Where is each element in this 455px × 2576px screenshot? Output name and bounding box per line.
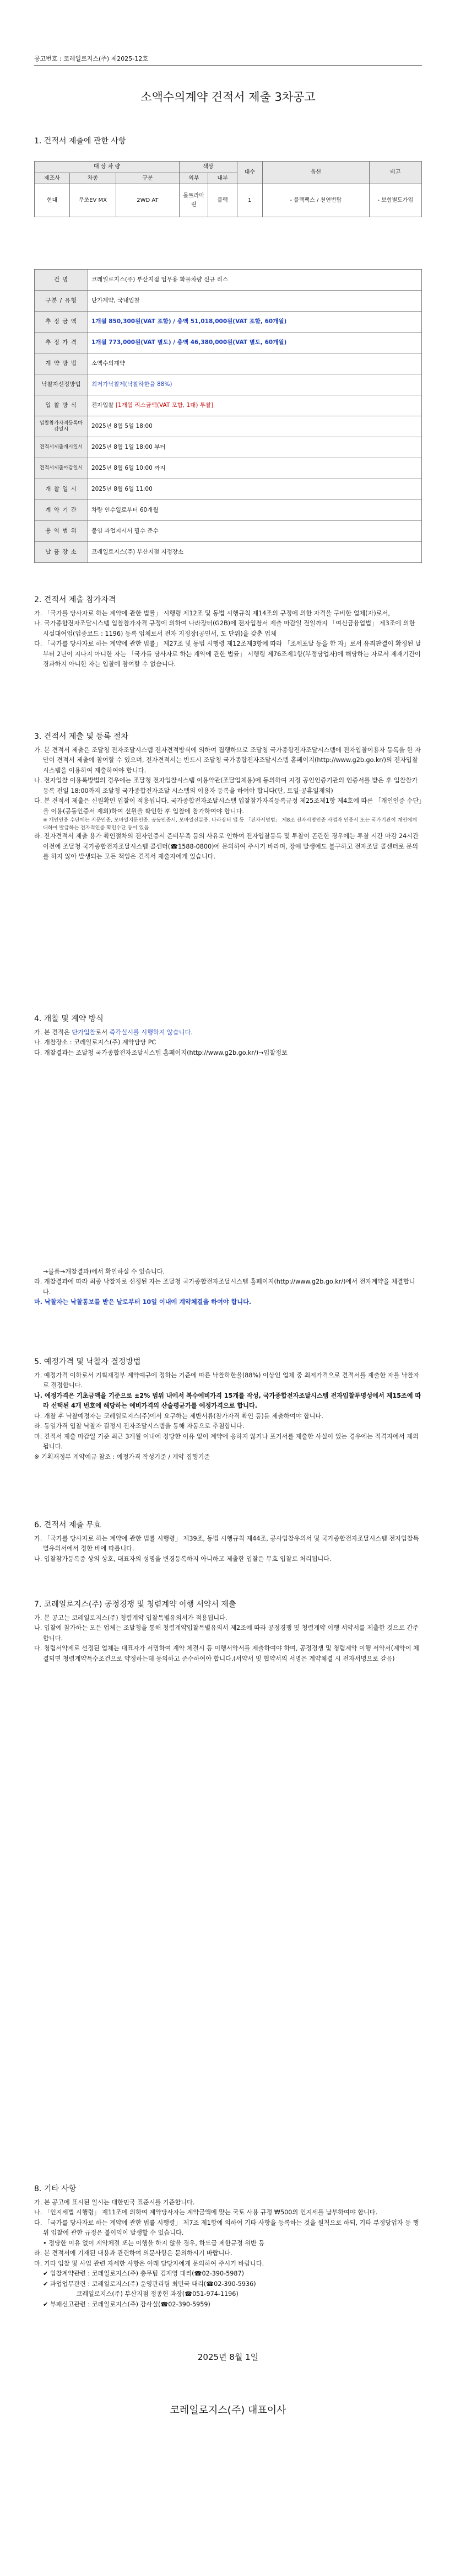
info-value: 2025년 8월 6일 10:00 까지 xyxy=(88,458,422,479)
info-value: 2025년 8월 1일 18:00 부터 xyxy=(88,437,422,458)
vt-note: - 보험별도가입 xyxy=(369,184,421,217)
paragraph: 라. 개찰결과에 따라 최종 낙찰자로 선정된 자는 조달청 국가종합전자조달시스템 홈페이지(http://www.g2b.go.kr/)에서 전자계약을 체결합니다. xyxy=(34,1278,415,1296)
vt-model: 무쏘EV MX xyxy=(70,184,116,217)
section-7-title: 7. 코레일로지스(주) 공정경쟁 및 청렴계약 이행 서약서 제출 xyxy=(34,1600,236,1609)
section-1-title: 1. 건적서 제출에 관한 사항 xyxy=(34,137,126,146)
notice-date: 2025년 8월 1일 xyxy=(197,2352,259,2362)
info-value: 코레일로지스(주) 부산지점 업무용 화물차량 신규 리스 xyxy=(88,270,422,291)
info-label: 견적서제출개시일시 xyxy=(35,437,88,458)
info-value: 1개월 850,300원(VAT 포함) / 총액 51,018,000원(VAT 포함, 60개월) xyxy=(88,312,422,332)
info-label: 추 정 가 격 xyxy=(35,332,88,353)
section-8-body xyxy=(34,2198,422,2310)
vt-header-note: 비고 xyxy=(369,162,421,184)
section-4-title: 4. 개찰 및 계약 방식 xyxy=(34,1015,104,1023)
paragraph: 라. 전자견적서 제출 용가 확인절차의 전자인증서 준비부족 등의 사유로 인하여 전자입찰등록 및 투찰이 곤란한 경우에는 투찰 시간 마감 24시간 이전에 조달청 국가종합전자조달시스템 콜센터(☎1588-0800)에 문의하여 주시기 바라며, 장애 발생에도 불구하고 전자조달 콜센터로 문의를 하지 않아 발생되는 모든 책임은 견적서 제출자에게 있습니다. xyxy=(34,833,419,861)
paragraph: 마. 낙찰자는 낙찰통보를 받은 날로부터 10일 이내에 계약체결을 하여야 합니다. xyxy=(34,1298,252,1306)
section-8-title: 8. 기타 사항 xyxy=(34,2185,77,2193)
info-label: 견적서제출마감일시 xyxy=(35,458,88,479)
vt-header-int: 내부 xyxy=(208,173,237,184)
info-label: 계 약 기 간 xyxy=(35,500,88,521)
vt-header-target: 대 상 차 량 xyxy=(35,162,180,173)
vt-type: 2WD AT xyxy=(116,184,179,217)
bid-method-detail: [1개월 리스금액(VAT 포함, 1대) 투찰] xyxy=(115,402,214,409)
paragraph: 가. 본 견적서 제출은 조달청 전자조달시스템 전자견적방식에 의하여 집행하므로 조달청 국가종합전자조달시스템에 전자입찰이용자 등록을 한 자만이 견적서 제출에 참여할 수 있으며, 전자견적서는 반드시 조달청 국가종합전자조달시스템 홈페이지(http://www.g2b.go.kr/)의 전자입찰시스템을 이용하여 제출하여야 합니다. xyxy=(34,747,421,774)
section-5-body xyxy=(34,1371,422,1462)
paragraph: 라. 동일가격 입찰 낙찰자 결정시 전자조달시스템을 통해 자동으로 추첨합니다. xyxy=(34,1423,245,1430)
section-4-body xyxy=(34,1028,422,1058)
paragraph: • 정당한 이유 없이 계약체결 또는 이행을 하지 않을 경우, 하도급 제한규정 위반 등 xyxy=(43,2239,265,2247)
paragraph: 가. 「국가를 당사자로 하는 계약에 관한 법률 시행령」 제39조, 동법 시행규칙 제44조, 공사입찰유의서 및 국가종합전자조달시스템 전자입찰특별유의서에서 정한 바에 따릅니다. xyxy=(34,1535,419,1553)
paragraph: 다. 「국가를 당사자로 하는 계약에 관한 법률」 제27조 및 동법 시행령 제12조제3항에 따라 「조세포탈 등을 한 자」로서 유죄판결이 확정된 날부터 2년이 지나지 아니한 자는 「국가를 당사자로 하는 계약에 관한 법률」 시행령 제76조제1항(부정당업자)에 해당하는 자로서 제재기간이 경과하지 아니한 자는 입찰에 참여할 수 없습니다. xyxy=(34,640,421,668)
paragraph: 가. 예정가격 이하로서 기획재정부 계약예규에 정하는 기준에 따른 낙찰하한율(88%) 이상인 업체 중 최저가격으로 견적서를 제출한 자를 낙찰자로 결정합니다. xyxy=(34,1372,420,1389)
highlight: 즉각실시를 시행하지 않습니다. xyxy=(109,1029,193,1036)
vt-count: 1 xyxy=(237,184,262,217)
info-label: 구분 / 유형 xyxy=(35,291,88,312)
contact-line: ✔ 부패신고관련 : 코레일로지스(주) 감사실(☎02-390-5959) xyxy=(43,2300,210,2308)
vt-header-maker: 제조사 xyxy=(35,173,70,184)
paragraph: 나. 개찰장소 : 코레일로지스(주) 계약담당 PC xyxy=(34,1039,156,1046)
info-value: 최저가낙찰제(낙찰하한율 88%) xyxy=(88,374,422,395)
paragraph: →물품→개찰결과)에서 확인하실 수 있습니다. xyxy=(43,1268,165,1275)
note: ※ 개인인증 수단에는 지문인증, 모바일지문인증, 공동인증서, 모바일신분증, 나라장터 앱 등 「전자서명법」 제8조 전자서명인증 사업자 인증서 또는 국가기관이 개인에게 대하여 발급하는 전자적인증 확인수단 등이 있음 xyxy=(43,817,418,831)
info-value: 코레일로지스(주) 부산지점 지정장소 xyxy=(88,542,422,563)
paragraph: 가. 본 견적은 단가입찰로서 즉각실시를 시행하지 않습니다. xyxy=(34,1029,193,1036)
info-value: 2025년 8월 5일 18:00 xyxy=(88,416,422,437)
paragraph: 가. 「국가를 당사자로 하는 계약에 관한 법률」 시행령 제12조 및 동법 시행규칙 제14조의 규정에 의한 자격을 구비한 업체(자)로서, xyxy=(34,610,390,617)
info-label: 납 품 장 소 xyxy=(35,542,88,563)
section-7-body xyxy=(34,1613,422,1664)
paragraph: 나. 입찰참가등록증 상의 상호, 대표자의 성명을 변경등록하지 아니하고 제출한 입찰은 무효 입찰로 처리됩니다. xyxy=(34,1555,332,1563)
info-label: 개 찰 일 시 xyxy=(35,479,88,500)
info-label: 계 약 방 법 xyxy=(35,353,88,374)
paragraph: 마. 기타 입찰 및 사업 관련 자세한 사항은 아래 담당자에게 문의하여 주시기 바랍니다. xyxy=(34,2260,264,2267)
paragraph: 나. 입찰에 참가하는 모든 업체는 조달청을 통해 청렴계약입찰특별유의서 제2조에 따라 공정경쟁 및 청렴계약 이행 서약서를 제출한 것으로 간주합니다. xyxy=(34,1624,419,1642)
paragraph: 나. 국가종합전자조달시스템 입찰참가자격 규정에 의하여 나라장터(G2B)에 전자입찰서 제출 마감일 전일까지 「여신금융업법」 제3조에 의한 시설대여업(업종코드 : 1196) 등록 업체로서 전자 지정장(공인서, 도 단위)을 갖춘 업체 xyxy=(34,620,415,637)
paragraph: 다. 본 견적서 제출은 신원확인 입찰이 적용됩니다. 국가종합전자조달시스템 입찰참가자격등록규정 제25조제1항 제4호에 따른 「개인인증 수단」을 이용(공동인증서 제외)하여 신원을 확인한 후 입찰에 참가하여야 합니다. xyxy=(34,797,422,815)
info-value: 2025년 8월 6일 11:00 xyxy=(88,479,422,500)
info-value xyxy=(88,395,422,416)
paragraph: 가. 본 공고는 코레일로지스(주) 청렴계약 입찰특별유의서가 적용됩니다. xyxy=(34,1614,228,1622)
vt-int-color: 블랙 xyxy=(208,184,237,217)
paragraph: 다. 「국가를 당사자로 하는 계약에 관한 법률 시행령」 제7조 제1항에 의하여 기타 사항을 등록하는 것을 원칙으로 하되, 기타 부정당업자 등 행위 입찰에 관한 규정은 불이익이 발생할 수 있습니다. xyxy=(34,2219,419,2237)
info-value: 소액수의계약 xyxy=(88,353,422,374)
paragraph: 나. 「인지세법 시행령」 제11조에 의하여 계약당사자는 계약금액에 맞는 국토 사용 규정 ₩500의 인지세를 납부하여야 합니다. xyxy=(34,2209,378,2217)
paragraph: 나. 전자입찰 이용록방법의 경우에는 조달청 전자입찰시스템 이용약관(조달업체용)에 동의하여 지정 공인인증기관의 인증서를 받은 후 입찰참가등록 전일 18:00까지 조달청 국가종합전자조달 시스템의 이용자 등록을 하여야 합니다(단, 토일·공휴일제외) xyxy=(34,777,418,795)
contact-line: ✔ 입찰계약관련 : 코레일로지스(주) 총무팀 김재영 대리(☎02-390-5987) xyxy=(43,2270,244,2278)
section-3-body xyxy=(34,745,422,862)
section-6-title: 6. 견적서 제출 무효 xyxy=(34,1521,101,1530)
section-2-title: 2. 견적서 제출 참가자격 xyxy=(34,595,116,604)
paragraph: ※ 기획재정부 계약예규 참조 : 예정가격 작성기준 / 계약 집행기준 xyxy=(34,1453,210,1461)
info-label: 추 정 금 액 xyxy=(35,312,88,332)
paragraph: 다. 개찰결과는 조달청 국가종합전자조달시스템 홈페이지(http://www.g2b.go.kr/)→입찰정보 xyxy=(34,1049,288,1056)
info-value: 차량 인수일로부터 60개월 xyxy=(88,500,422,521)
vt-header-option: 옵션 xyxy=(263,162,369,184)
highlight: 단가입찰 xyxy=(72,1029,96,1036)
info-label: 낙찰자선정방법 xyxy=(35,374,88,395)
info-value: 1개월 773,000원(VAT 별도) / 총액 46,380,000원(VAT 별도, 60개월) xyxy=(88,332,422,353)
vt-maker: 현대 xyxy=(35,184,70,217)
section-4-body-cont xyxy=(34,1267,422,1308)
vt-option: - 블랙팩스 / 천연번탑 xyxy=(263,184,369,217)
contact-line: 코레일로지스(주) 부산지점 정종현 과장(☎051-974-1196) xyxy=(43,2290,239,2298)
info-label: 용 역 범 위 xyxy=(35,521,88,542)
section-5-title: 5. 예정가격 및 낙찰자 결정방법 xyxy=(34,1357,141,1366)
vt-header-count: 대수 xyxy=(237,162,262,184)
info-label: 입찰참가자격등록마감일시 xyxy=(35,416,88,437)
paragraph: 다. 청렴서약제로 선정된 업체는 대표자가 서명하여 계약 체결시 등 이행서약서를 제출하여야 하며, 공정경쟁 및 청렴계약 이행 서약서(계약이 체결되면 청렴계약특수조건으로 약정하는데 동의하고 준수하여야 합니다.(서약서 및 협약서의 서명은 계약체결 시 전자서명으로 갈음) xyxy=(34,1645,419,1662)
page-title: 소액수의계약 견적서 제출 3차공고 xyxy=(140,90,316,104)
header-divider xyxy=(34,65,422,66)
bid-method: 전자입찰 xyxy=(91,402,114,409)
info-value: 붙임 과업지시서 필수 준수 xyxy=(88,521,422,542)
info-table xyxy=(34,269,422,563)
notice-number: 공고번호 : 코레일로지스(주) 제2025-12호 xyxy=(34,55,148,62)
info-label: 입 찰 방 식 xyxy=(35,395,88,416)
vt-header-type: 구분 xyxy=(116,173,179,184)
paragraph: 다. 개찰 후 낙찰예정자는 코레일로지스(주)에서 요구하는 제반서류(참가자격 확인 등)를 제출하여야 합니다. xyxy=(34,1412,323,1420)
vt-ext-color: 몰트라마린 xyxy=(180,184,208,217)
contact-line: ✔ 과업업무관련 : 코레일로지스(주) 운영관리팀 최민국 대리(☎02-390-5936) xyxy=(43,2280,256,2288)
vehicle-table xyxy=(34,161,422,217)
vt-header-ext: 외부 xyxy=(180,173,208,184)
info-value: 단가계약, 국내입찰 xyxy=(88,291,422,312)
paragraph: 가. 본 공고에 표시된 일시는 대한민국 표준시를 기준합니다. xyxy=(34,2199,195,2206)
vt-header-color: 색상 xyxy=(180,162,237,173)
section-6-body xyxy=(34,1534,422,1564)
section-3-title: 3. 견적서 제출 및 등록 절차 xyxy=(34,732,128,741)
paragraph: 라. 본 견적서에 기재된 내용과 관련하여 의문사항은 문의하시기 바랍니다. xyxy=(34,2250,232,2257)
section-2-body xyxy=(34,609,422,670)
vt-header-model: 차종 xyxy=(70,173,116,184)
paragraph: 나. 예정가격은 기초금액을 기준으로 ±2% 범위 내에서 복수예비가격 15개를 작성, 국가종합전자조달시스템 전자입찰투명성에서 제15조에 따라 선택된 4개 번호에 해당하는 예비가격의 산술평균가를 예정가격으로 합니다. xyxy=(34,1392,421,1410)
paragraph: 마. 견적서 제출 마감일 기준 최근 3개월 이내에 정당한 이유 없이 계약에 응하지 않거나 포기서를 제출한 사실이 있는 경우에는 적격자에서 제외됩니다. xyxy=(34,1432,419,1451)
info-label: 건 명 xyxy=(35,270,88,291)
issuer-name: 코레일로지스(주) 대표이사 xyxy=(170,2405,286,2416)
